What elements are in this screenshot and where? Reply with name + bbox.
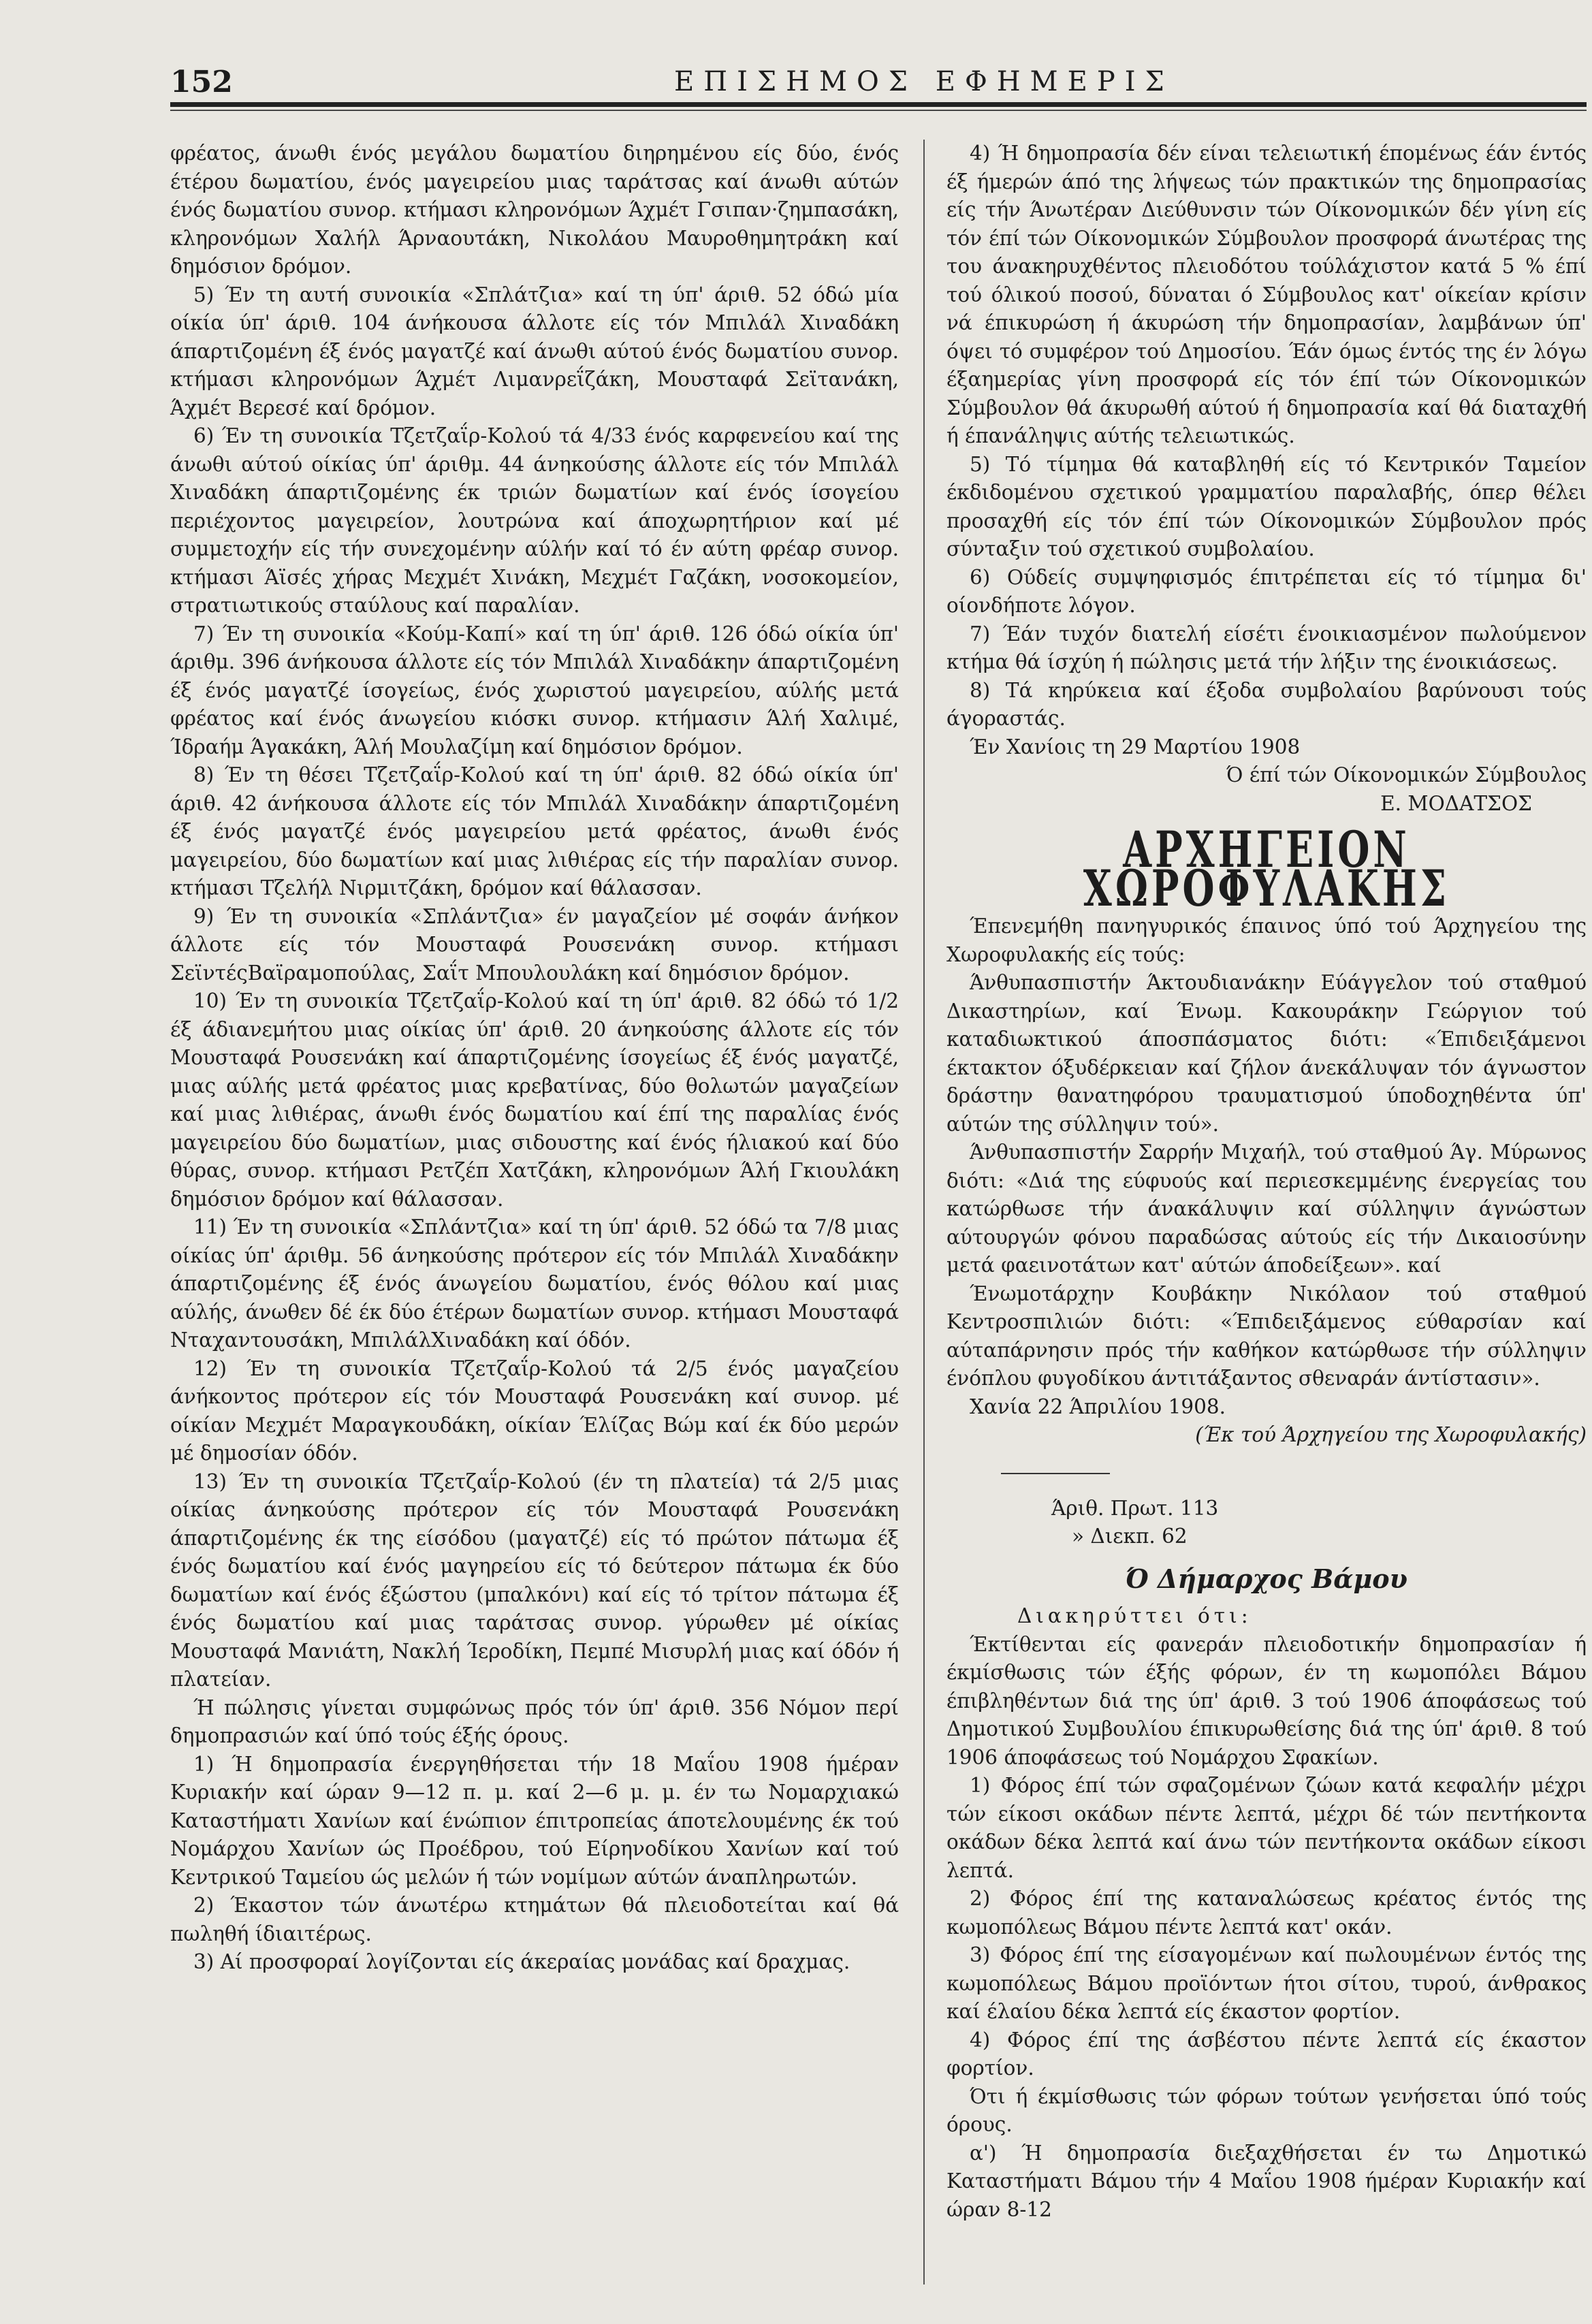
paragraph: 9) Έν τη συνοικία «Σπλάντζια» έν μαγαζείον μέ σοφάν άνήκον άλλοτε είς τόν Μουσταφά Ρουσενάκη συνορ. κτήμασι ΣεϊντέςΒαϊραμοπούλας, Σαΐτ Μπουλουλάκη καί δημόσιον δρόμον. (170, 904, 899, 985)
paragraph: Άνθυπασπιστήν Άκτουδιανάκην Εύάγγελον τού σταθμού Δικαστηρίων, καί Ένωμ. Κακουράκην Γεώργιον τού καταδιωκτικού άποσπάσματος διότι: «Έπιδειξάμενοι έκτακτον όξυδέρκειαν καί ζήλον άνεκάλυψαν τόν άγνωστον δράστην θανατηφόρου τραυματισμού ύποδοχηθέντα ύπ' αύτών της σύλληψιν τού». (946, 971, 1587, 1136)
paragraph: Ένωμοτάρχην Κουβάκην Νικόλαον τού σταθμού Κεντροσπιλιών διότι: «Έπιδειξάμενος εύθαρσίαν καί αύταπάρνησιν πρός τήν καθήκον κατώρθωσε τήν σύλληψιν ένόπλου φυγοδίκου άντιτάξαντος σθεναράν άντίστασιν». (946, 1282, 1587, 1390)
signature-date: Έν Χανίοις τη 29 Μαρτίου 1908 (970, 735, 1301, 759)
paragraph: 7) Έν τη συνοικία «Κούμ-Καπί» καί τη ύπ' άριθ. 126 όδώ οίκία ύπ' άριθμ. 396 άνήκουσα άλλοτε είς τόν Μπιλάλ Χιναδάκην άπαρτιζομένη έξ ένός μαγατζέ ίσογείως, ένός χωριστού μαγειρείου, αύλής μετά φρέατος καί ένός άνωγείου κιόσκι συνορ. κτήμασιν Άλή Χαλιμέ, Ίδραήμ Άγακάκη, Άλή Μουλαζίμη καί δημόσιον δρόμον. (170, 622, 899, 759)
right-column (946, 140, 1587, 2224)
newspaper-title: ΕΠΙΣΗΜΟΣ ΕΦΗΜΕΡΙΣ (674, 66, 1174, 97)
paragraph: 8) Έν τη θέσει Τζετζαΐρ-Κολού καί τη ύπ' άριθ. 82 όδώ οίκία ύπ' άριθ. 42 άνήκουσα άλλοτε είς τόν Μπιλάλ Χιναδάκην άπαρτιζομένη έξ ένός μαγατζέ ένός μαγειρείου μετά φρέατος, άνωθι ένός μαγειρείου, δύο δωματίων καί μιας λιθιέρας είς τήν παραλίαν συνορ. κτήμασι Τζελήλ Νιρμιτζάκη, δρόμον καί θάλασσαν. (170, 763, 899, 900)
page-number: 152 (170, 65, 233, 99)
paragraph: α') Ή δημοπρασία διεξαχθήσεται έν τω Δημοτικώ Καταστήματι Βάμου τήν 4 Μαΐου 1908 ήμέραν Κυριακήν καί ώραν 8-12 (946, 2141, 1587, 2221)
separator-rule (1001, 1473, 1110, 1474)
left-column (170, 140, 899, 1977)
paragraph: 10) Έν τη συνοικία Τζετζαΐρ-Κολού καί τη ύπ' άριθ. 82 όδώ τό 1/2 έξ άδιανεμήτου μιας οίκίας ύπ' άριθ. 20 άνηκούσης άλλοτε είς τόν Μουσταφά Ρουσενάκη καί άπαρτιζομένης ίσογείως έξ ένός μαγατζέ, μιας αύλής μετά φρέατος μιας κρεβατίνας, δύο θολωτών μαγαζείων καί μιας λιθιέρας, άνωθι ένός δωματίου καί έπί της παραλίας ένός μαγειρείου δύο δωματίων, μιας σιδουστης καί ένός ήλιακού καί δύο θύρας, συνορ. κτήμασι Ρετζέπ Χατζάκη, κληρονόμων Άλή Γκιουλάκη δημόσιον δρόμον καί θάλασσαν. (170, 989, 899, 1211)
paragraph: 12) Έν τη συνοικία Τζετζαΐρ-Κολού τά 2/5 ένός μαγαζείου άνήκοντος πρότερον είς τόν Μουσταφά Ρουσενάκη καί συνορ. μέ οίκίαν Μεχμέτ Μαραγκουδάκη, οίκίαν Έλίζας Βώμ καί έκ δύο μερών μέ δημοσίαν όδόν. (170, 1356, 899, 1465)
paragraph: 6) Έν τη συνοικία Τζετζαΐρ-Κολού τά 4/33 ένός καρφενείου καί της άνωθι αύτού οίκίας ύπ' άριθμ. 44 άνηκούσης άλλοτε είς τόν Μπιλάλ Χιναδάκη άπαρτιζομένης έκ τριών δωματίων καί ένός ίσογείου περιέχοντος μαγειρείον, λουτρώνα καί άποχωρητήριον καί μέ συμμετοχήν είς τήν συνεχομένην αύλήν καί τό έν αύτη φρέαρ συνορ. κτήμασι Άϊσές χήρας Μεχμέτ Χινάκη, Μεχμέτ Γαζάκη, νοσοκομείον, στρατιωτικούς σταύλους καί παραλίαν. (170, 424, 899, 617)
paragraph: 3) Φόρος έπί της είσαγομένων καί πωλουμένων έντός της κωμοπόλεως Βάμου προϊόντων ήτοι σίτου, τυρού, άνθρακος καί έλαίου δέκα λεπτά είς έκαστον φορτίον. (946, 1943, 1587, 2023)
paragraph: 5) Τό τίμημα θά καταβληθή είς τό Κεντρικόν Ταμείον έκδιδομένου σχετικού γραμματίου παραλαβής, όπερ θέλει προσαχθή είς τόν έπί τών Οίκονομικών Σύμβουλον πρός σύνταξιν τού σχετικού συμβολαίου. (946, 452, 1587, 560)
section-heading: ΑΡΧΗΓΕΙΟΝ ΧΩΡΟΦΥΛΑΚΗΣ (1083, 820, 1450, 917)
paragraph: 1) Ή δημοπρασία ένεργηθήσεται τήν 18 Μαΐου 1908 ήμέραν Κυριακήν καί ώραν 9—12 π. μ. καί 2—6 μ. μ. έν τω Νομαρχιακώ Καταστήματι Χανίων καί ένώπιον έπιτροπείας άποτελουμένης έκ τού Νομάρχου Χανίων ώς Προέδρου, τού Είρηνοδίκου Χανίων καί τού Κεντρικού Ταμείου ώς μελών ή τών νομίμων αύτών άναπληρωτών. (170, 1752, 899, 1889)
mayor-heading: Ό Δήμαρχος Βάμου (1126, 1563, 1407, 1594)
paragraph: 3) Αί προσφοραί λογίζονται είς άκεραίας μονάδας καί δραχμας. (193, 1950, 850, 1973)
page-header (170, 65, 1587, 106)
paragraph: Άνθυπασπιστήν Σαρρήν Μιχαήλ, τού σταθμού Άγ. Μύρωνος διότι: «Διά της εύφυούς καί περιεσκεμμένης ένεργείας του κατώρθωσε τήν άνακάλυψιν καί σύλληψιν άγνώστων αύτουργών φόνου παραδώσας αύτούς είς τήν Δικαιοσύνην μετά φαεινοτάτων κατ' αύτών άποδείξεων». καί (946, 1141, 1587, 1277)
paragraph: 13) Έν τη συνοικία Τζετζαΐρ-Κολού (έν τη πλατεία) τά 2/5 μιας οίκίας άνηκούσης πρότερον είς τόν Μουσταφά Ρουσενάκη άπαρτιζομένης έκ της είσόδου (μαγατζέ) είς τό πρώτον πάτωμα έξ ένός δωματίου καί ένός μαγηρείου είς τό δεύτερον πάτωμα έκ δύο δωματίων καί ένός έξώστου (μπαλκόνι) καί είς τό τρίτον πάτωμα έξ ένός δωματίου καί μιας ταράτσας συνορ. γύρωθεν μέ οίκίας Μουσταφά Μανιάτη, Νακλή Ίεροδίκη, Πεμπέ Μισυρλή μιας καί όδόν ή πλατείαν. (170, 1469, 899, 1691)
announcement-line: Διακηρύττει ότι: (1017, 1604, 1252, 1627)
paragraph: 2) Έκαστον τών άνωτέρω κτημάτων θά πλειοδοτείται καί θά πωληθή ίδιαιτέρως. (170, 1894, 899, 1945)
paragraph: Έκτίθενται είς φανεράν πλειοδοτικήν δημοπρασίαν ή έκμίσθωσις τών έξής φόρων, έν τη κωμοπόλει Βάμου έπιβληθέντων διά της ύπ' άριθ. 3 τού 1906 άποφάσεως τού Δημοτικού Συμβουλίου έπικυρωθείσης διά της ύπ' άριθ. 8 τού 1906 άποφάσεως τού Νομάρχου Σφακίων. (946, 1632, 1587, 1769)
header-rule-thin (170, 110, 1587, 111)
paragraph: 4) Φόρος έπί της άσβέστου πέντε λεπτά είς έκαστον φορτίον. (946, 2028, 1587, 2080)
paragraph: 5) Έν τη αυτή συνοικία «Σπλάτζια» καί τη ύπ' άριθ. 52 όδώ μία οίκία ύπ' άριθ. 104 άνήκουσα άλλοτε είς τόν Μπιλάλ Χιναδάκη άπαρτιζομένη έξ ένός μαγατζέ καί άνωθι αύτού ένός δωματίου συνορ. κτήμασι κληρονόμων Άχμέτ Λιμανρεΐζάκη, Μουσταφά Σεϊτανάκη, Άχμέτ Βερεσέ καί δρόμον. (170, 283, 899, 419)
paragraph: 8) Τά κηρύκεια καί έξοδα συμβολαίου βαρύνουσι τούς άγοραστάς. (946, 678, 1587, 730)
paragraph: 1) Φόρος έπί τών σφαζομένων ζώων κατά κεφαλήν μέχρι τών είκοσι οκάδων πέντε λεπτά, μέχρι δέ τών πεντήκοντα οκάδων δέκα λεπτά καί άνω τών πεντήκοντα οκάδων είκοσι λεπτά. (946, 1774, 1587, 1882)
signoff-note: (Έκ τού Άρχηγείου της Χωροφυλακής) (1195, 1423, 1587, 1446)
column-divider (923, 140, 925, 2285)
paragraph: Ή πώλησις γίνεται συμφώνως πρός τόν ύπ' άριθ. 356 Νόμον περί δημοπρασιών καί ύπό τούς έξής όρους. (170, 1696, 899, 1747)
paragraph: Ότι ή έκμίσθωσις τών φόρων τούτων γενήσεται ύπό τούς όρους. (946, 2084, 1587, 2136)
paragraph: 6) Ούδείς συμψηφισμός έπιτρέπεται είς τό τίμημα δι' οίονδήποτε λόγον. (946, 565, 1587, 617)
signature-name: Ε. ΜΟΔΑΤΣΟΣ (1380, 791, 1532, 815)
signature-date: Χανία 22 Άπριλίου 1908. (970, 1395, 1226, 1418)
protocol-number: Άριθ. Πρωτ. 113 (1051, 1496, 1219, 1520)
paragraph: 11) Έν τη συνοικία «Σπλάντζια» καί τη ύπ' άριθ. 52 όδώ τα 7/8 μιας οίκίας ύπ' άριθμ. 56 άνηκούσης πρότερον είς τόν Μπιλάλ Χιναδάκην άπαρτιζομένης έξ ένός άνωγείου δωματίου, ένός θόλου καί μιας αύλής, άνωθεν δέ έκ δύο έτέρων δωματίων συνορ. κτήμασι Μουσταφά Νταχαντουσάκη, ΜπιλάλΧιναδάκη καί όδόν. (170, 1215, 899, 1352)
paragraph: φρέατος, άνωθι ένός μεγάλου δωματίου διηρημένου είς δύο, ένός έτέρου δωματίου, ένός μαγειρείου μιας ταράτσας καί άνωθι αύτών ένός δωματίου συνορ. κτήμασι κληρονόμων Άχμέτ Γσιπαν·ζημπασάκη, κληρονόμων Χαλήλ Άρναουτάκη, Νικολάου Μαυροθημητράκη καί δημόσιον δρόμον. (170, 142, 899, 278)
header-rule (170, 102, 1587, 107)
paragraph: 2) Φόρος έπί της καταναλώσεως κρέατος έντός της κωμοπόλεως Βάμου πέντε λεπτά κατ' οκάν. (946, 1887, 1587, 1939)
paragraph: Έπενεμήθη πανηγυρικός έπαινος ύπό τού Άρχηγείου της Χωροφυλακής είς τούς: (946, 914, 1587, 966)
dispatch-number: » Διεκπ. 62 (1072, 1525, 1188, 1548)
paragraph: 4) Ή δημοπρασία δέν είναι τελειωτική έπομένως έάν έντός έξ ήμερών άπό της λήψεως τών πρακτικών της δημοπρασίας είς τήν Άνωτέραν Διεύθυνσιν τών Οίκονομικών δέν γίνη είς τόν έπί τών Οίκονομικών Σύμβουλον προσφορά άνωτέρας της του άνακηρυχθέντος πλειοδότου τούλάχιστον κατά 5 % έπί τού όλικού ποσού, δύναται ό Σύμβουλος κατ' οίκείαν κρίσιν νά έπικυρώση ή άκυρώση τήν δημοπρασίαν, λαμβάνων ύπ' όψει τό συμφέρον τού Δημοσίου. Έάν όμως έντός της έν λόγω έξαημερίας γίνη προσφορά είς τόν έπί τών Οίκονομικών Σύμβουλον θά άκυρωθή αύτού ή δημοπρασία καί θά διαταχθή ή έπανάληψις αύτής τελειωτικώς. (946, 142, 1587, 447)
paragraph: 7) Έάν τυχόν διατελή είσέτι ένοικιασμένον πωλούμενον κτήμα θά ίσχύη ή πώλησις μετά τήν λήξιν της ένοικιάσεως. (946, 622, 1587, 673)
signature-role: Ό έπί τών Οίκονομικών Σύμβουλος (1226, 763, 1587, 786)
